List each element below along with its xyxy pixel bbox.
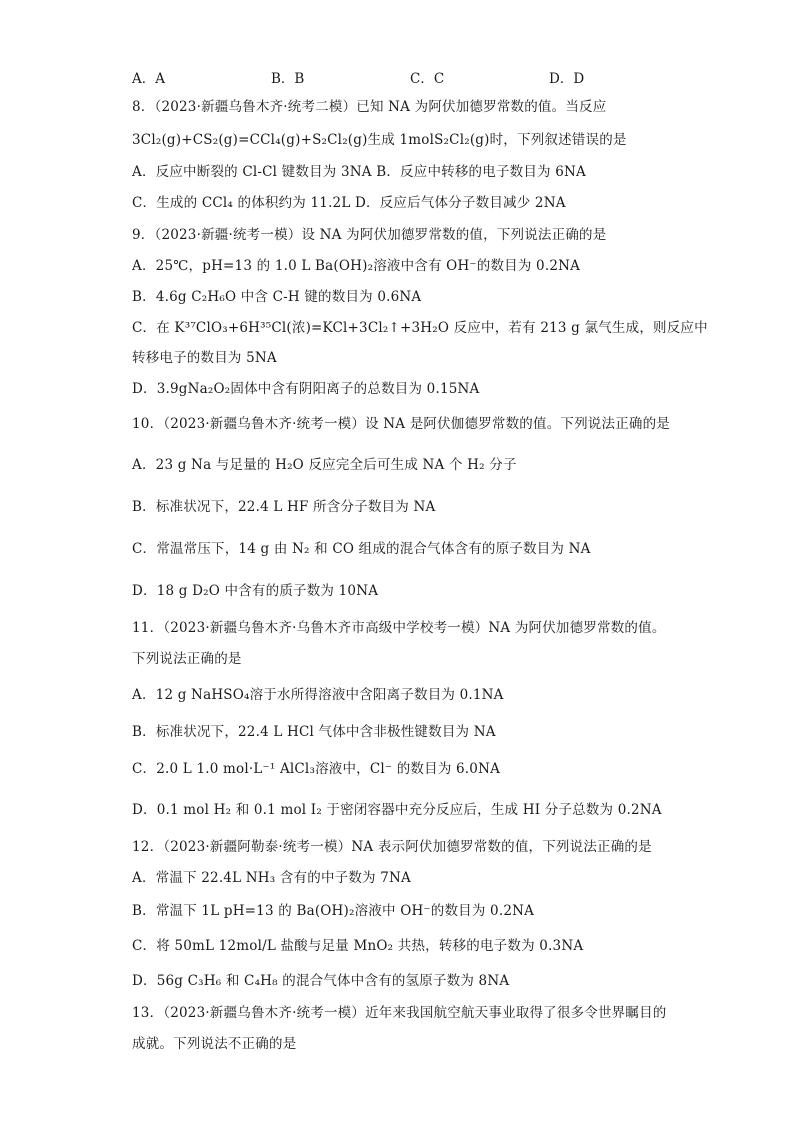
q11-option-a: A．12 g NaHSO₄溶于水所得溶液中含阳离子数目为 0.1NA bbox=[132, 687, 504, 703]
q10-option-d: D．18 g D₂O 中含有的质子数为 10NA bbox=[132, 583, 379, 599]
q12-option-c: C．将 50mL 12mol/L 盐酸与足量 MnO₂ 共热，转移的电子数为 0.3NA bbox=[132, 938, 584, 954]
q12-option-d: D．56g C₃H₆ 和 C₄H₈ 的混合气体中含有的氢原子数为 8NA bbox=[132, 973, 510, 989]
q11-option-c: C．2.0 L 1.0 mol·L⁻¹ AlCl₃溶液中，Cl⁻ 的数目为 6.0NA bbox=[132, 761, 501, 777]
q11-option-b: B．标准状况下，22.4 L HCl 气体中含非极性键数目为 NA bbox=[132, 724, 496, 740]
q9-option-c-cont: 转移电子的数目为 5NA bbox=[132, 350, 277, 366]
prev-option-a: A．A bbox=[132, 71, 165, 87]
q8-stem: 8．（2023·新疆乌鲁木齐·统考二模）已知 NA 为阿伏加德罗常数的值。当反应 bbox=[132, 99, 607, 115]
q13-stem-cont: 成就。下列说法不正确的是 bbox=[132, 1036, 297, 1052]
q12-stem: 12．（2023·新疆阿勒泰·统考一模）NA 表示阿伏加德罗常数的值，下列说法正确的是 bbox=[132, 839, 652, 855]
q10-option-c: C．常温常压下，14 g 由 N₂ 和 CO 组成的混合气体含有的原子数目为 NA bbox=[132, 541, 591, 557]
q9-stem: 9．（2023·新疆·统考一模）设 NA 为阿伏加德罗常数的值，下列说法正确的是 bbox=[132, 227, 607, 243]
q9-option-d: D．3.9gNa₂O₂固体中含有阴阳离子的总数目为 0.15NA bbox=[132, 381, 480, 397]
q10-option-b: B．标准状况下，22.4 L HF 所含分子数目为 NA bbox=[132, 499, 436, 515]
prev-option-d: D．D bbox=[549, 71, 585, 87]
q12-option-a: A．常温下 22.4L NH₃ 含有的中子数为 7NA bbox=[132, 870, 411, 886]
q8-options-cd: C．生成的 CCl₄ 的体积约为 11.2L D．反应后气体分子数目减少 2NA bbox=[132, 195, 566, 211]
q10-stem: 10．（2023·新疆乌鲁木齐·统考一模）设 NA 是阿伏伽德罗常数的值。下列说法正确的是 bbox=[132, 416, 671, 432]
q9-option-c: C．在 K³⁷ClO₃+6H³⁵Cl(浓)=KCl+3Cl₂↑+3H₂O 反应中，若有 213 g 氯气生成，则反应中 bbox=[132, 320, 708, 336]
q9-option-a: A．25℃，pH=13 的 1.0 L Ba(OH)₂溶液中含有 OH⁻的数目为 0.2NA bbox=[132, 258, 581, 274]
q11-option-d: D．0.1 mol H₂ 和 0.1 mol I₂ 于密闭容器中充分反应后，生成 HI 分子总数为 0.2NA bbox=[132, 802, 662, 818]
q10-option-a: A．23 g Na 与足量的 H₂O 反应完全后可生成 NA 个 H₂ 分子 bbox=[132, 457, 517, 473]
prev-option-b: B．B bbox=[271, 71, 305, 87]
prev-option-c: C．C bbox=[410, 71, 445, 87]
q13-stem: 13．（2023·新疆乌鲁木齐·统考一模）近年来我国航空航天事业取得了很多令世界瞩目的 bbox=[132, 1005, 667, 1021]
q11-stem: 11．（2023·新疆乌鲁木齐·乌鲁木齐市高级中学校考一模）NA 为阿伏加德罗常数的值。 bbox=[132, 620, 666, 636]
q11-stem-cont: 下列说法正确的是 bbox=[132, 651, 242, 667]
q8-stem-cont: 3Cl₂(g)+CS₂(g)=CCl₄(g)+S₂Cl₂(g)生成 1molS₂Cl₂(g)时，下列叙述错误的是 bbox=[132, 132, 627, 148]
q12-option-b: B．常温下 1L pH=13 的 Ba(OH)₂溶液中 OH⁻的数目为 0.2NA bbox=[132, 903, 535, 919]
q8-options-ab: A．反应中断裂的 Cl-Cl 键数目为 3NA B．反应中转移的电子数目为 6NA bbox=[132, 164, 586, 180]
q9-option-b: B．4.6g C₂H₆O 中含 C-H 键的数目为 0.6NA bbox=[132, 289, 422, 305]
